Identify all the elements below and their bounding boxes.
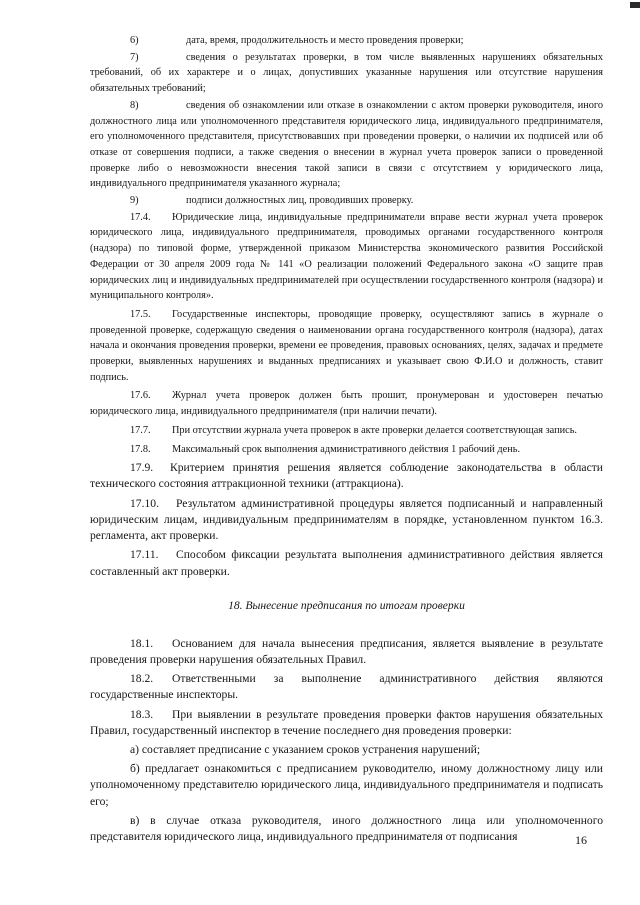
list-item-text: сведения об ознакомлении или отказе в ознакомлении с актом проверки руководителя, иного должностного лица или уполномоченного представителя юридического лица, индивидуального предпринимателя, его уполномоченного представителя, присутствовавших при проведении проверки, о наличии их подписей или об отказе от совершения подписи, а также сведения о внесении в журнал учета проверок записи о проведенной проверке либо о невозможности внесения такой записи в связи с отсутствием у юридического лица, индивидуального предпринимателя указанного журнала; bbox=[90, 99, 603, 190]
page-content bbox=[90, 33, 603, 845]
paragraph-text: Критерием принятия решения является соблюдение законодательства в области технического состояния аттракционной техники (аттракциона). bbox=[90, 461, 603, 491]
paragraph-17-7 bbox=[90, 423, 603, 439]
list-item-text: дата, время, продолжительность и место проведения проверки; bbox=[186, 35, 464, 46]
page-number: 16 bbox=[575, 833, 587, 847]
list-item bbox=[90, 33, 603, 49]
paragraph-number: 17.4. bbox=[130, 211, 151, 223]
list-item bbox=[90, 98, 603, 192]
paragraph-number: 17.9. bbox=[130, 461, 154, 475]
paragraph-text: Максимальный срок выполнения административного действия 1 рабочий день. bbox=[172, 443, 521, 455]
paragraph-number: 17.10. bbox=[130, 496, 159, 510]
paragraph-text: Юридические лица, индивидуальные предприниматели вправе вести журнал учета проверок юридического лица, индивидуального предпринимателя, проводимых органами государственного контроля (надзора) по типовой форме, утвержденной приказом Министерства экономического развития Российской Федерации от 30 апреля 2009 года № 141 «О реализации положений Федерального закона «О защите прав юридических лиц и индивидуальных предпринимателей при осуществлении государственного контроля (надзора) и муниципального контроля». bbox=[90, 211, 603, 302]
list-item-number: 6) bbox=[130, 35, 139, 46]
paragraph-18-1 bbox=[90, 636, 603, 668]
paragraph-number: 17.6. bbox=[130, 390, 151, 402]
list-item-number: 7) bbox=[130, 51, 139, 63]
subitem-c: в) в случае отказа руководителя, иного должностного лица или уполномоченного представителя юридического лица, индивидуального предпринимателя от подписания bbox=[90, 813, 603, 843]
paragraph-text: При выявлении в результате проведения проверки фактов нарушения обязательных Правил, государственный инспектор в течение последнего дня проведения проверки: bbox=[90, 707, 603, 737]
paragraph-text: Основанием для начала вынесения предписания, является выявление в результате проведения проверки нарушения обязательных Правил. bbox=[90, 636, 603, 666]
list-item bbox=[90, 50, 603, 97]
paragraph-text: Способом фиксации результата выполнения административного действия является составленный акт проверки. bbox=[90, 548, 603, 578]
paragraph-17-5 bbox=[90, 307, 603, 386]
list-item-text: подписи должностных лиц, проводивших проверку. bbox=[186, 195, 414, 207]
paragraph-number: 18.3. bbox=[130, 707, 154, 721]
subitem-a: а) составляет предписание с указанием сроков устранения нарушений; bbox=[130, 742, 481, 756]
paragraph-17-6 bbox=[90, 388, 603, 419]
section-title: 18. Вынесение предписания по итогам проверки bbox=[228, 598, 465, 612]
paragraph-number: 18.1. bbox=[130, 636, 154, 650]
paragraph-text: Государственные инспекторы, проводящие проверку, осуществляют запись в журнале о проведенной проверке, содержащую сведения о наименовании органа государственного контроля (надзора), датах начала и окончания проведения проверки, времени ее проведения, правовых основаниях, целях, задачах и предмете проверки, выявленных нарушениях и выданных предписаниях и указывает свою Ф.И.О и должность, ставит подпись. bbox=[90, 308, 603, 383]
subitem-b: б) предлагает ознакомиться с предписанием руководителю, иному должностному лицу или уполномоченному представителю юридического лица, индивидуального предпринимателя и подписать его; bbox=[90, 762, 603, 808]
list-item bbox=[90, 193, 603, 209]
paragraph-17-10 bbox=[90, 496, 603, 545]
enumerated-list bbox=[90, 33, 603, 209]
paragraph-17-4 bbox=[90, 210, 603, 304]
paragraph-text: Журнал учета проверок должен быть прошит, пронумерован и удостоверен печатью юридического лица, индивидуального предпринимателя (при наличии печати). bbox=[90, 390, 603, 418]
paragraph-number: 18.2. bbox=[130, 672, 154, 686]
list-item-text: сведения о результатах проверки, в том числе выявленных нарушениях обязательных требований, об их характере и о лицах, допустивших указанные нарушения или отсутствие нарушения обязательных требований; bbox=[90, 51, 603, 95]
paragraph-number: 17.11. bbox=[130, 548, 159, 562]
paragraph-text: Ответственными за выполнение административного действия являются государственные инспекторы. bbox=[90, 672, 603, 702]
scan-edge-mark bbox=[630, 2, 640, 8]
paragraph-17-11 bbox=[90, 547, 603, 579]
paragraph-number: 17.5. bbox=[130, 308, 151, 320]
paragraph-18-2 bbox=[90, 671, 603, 703]
list-item-number: 8) bbox=[130, 99, 139, 111]
list-item-number: 9) bbox=[130, 195, 139, 207]
paragraph-18-3 bbox=[90, 707, 603, 739]
paragraph-number: 17.8. bbox=[130, 443, 151, 455]
paragraph-number: 17.7. bbox=[130, 424, 151, 436]
paragraph-text: Результатом административной процедуры является подписанный и направленный юридическим лицам, индивидуальным предпринимателям в порядке, установленном пунктом 16.3. регламента, акт проверки. bbox=[90, 496, 603, 543]
paragraph-17-9 bbox=[90, 460, 603, 492]
paragraph-text: При отсутствии журнала учета проверок в акте проверки делается соответствующая запись. bbox=[172, 424, 577, 436]
paragraph-17-8 bbox=[90, 442, 603, 458]
